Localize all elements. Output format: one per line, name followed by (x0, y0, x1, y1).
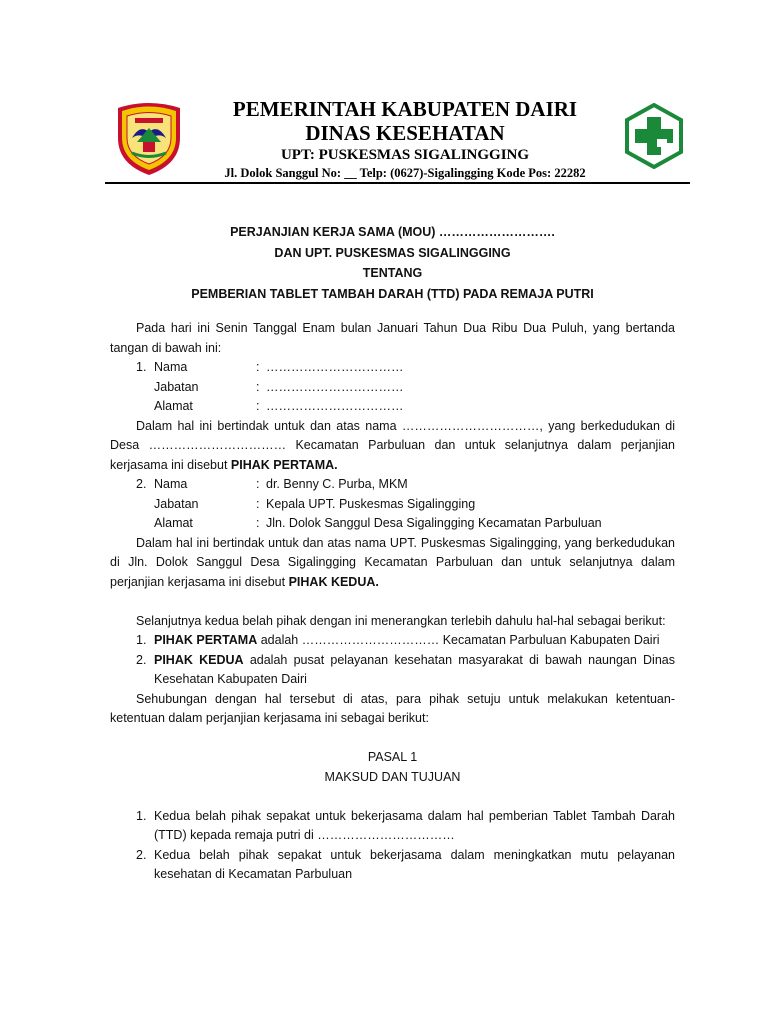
party-2-description (110, 534, 675, 593)
puskesmas-cross-icon (623, 103, 685, 169)
party-2-block (110, 475, 675, 592)
party-1-position-row (110, 378, 675, 398)
party-2-address-value: Jln. Dolok Sanggul Desa Sigalingging Kecamatan Parbuluan (266, 516, 602, 530)
point-number: 2. (136, 652, 147, 667)
point-term: PIHAK KEDUA (154, 652, 244, 667)
colon: : (256, 379, 260, 394)
letterhead-divider (105, 182, 690, 184)
point-text (154, 651, 675, 690)
party-2-name-label: Nama (154, 477, 188, 491)
letterhead-agency: DINAS KESEHATAN (305, 121, 505, 145)
point-number: 1. (136, 633, 147, 647)
pasal-subheading: MAKSUD DAN TUJUAN (324, 769, 461, 784)
party-2-position-value: Kepala UPT. Puskesmas Sigalingging (266, 496, 476, 511)
point-item (110, 631, 675, 651)
party-2-position-row (110, 495, 675, 515)
point-definition: adalah …………………………… Kecamatan Parbuluan Kabupaten Dairi (257, 633, 660, 647)
pasal-item-number: 2. (136, 847, 147, 862)
letterhead-government: PEMERINTAH KABUPATEN DAIRI (232, 97, 578, 121)
party-1-address-row (110, 397, 675, 417)
letterhead (105, 95, 690, 180)
colon: : (256, 360, 260, 374)
party-1-description (110, 417, 675, 476)
party-1-number: 1. (136, 360, 147, 374)
party-2-position-label: Jabatan (154, 496, 199, 511)
party-2-designation: PIHAK KEDUA. (288, 574, 379, 589)
title-line-1: PERJANJIAN KERJA SAMA (MOU) ………………………. (230, 225, 555, 239)
title-line-2: DAN UPT. PUSKESMAS SIGALINGGING (274, 245, 511, 260)
party-1-name-label: Nama (154, 360, 188, 374)
colon: : (256, 477, 260, 491)
party-1-designation: PIHAK PERTAMA. (230, 457, 338, 472)
party-1-position-label: Jabatan (154, 379, 199, 394)
colon: : (256, 496, 260, 511)
party-1-address-label: Alamat (154, 399, 193, 413)
party-2-number: 2. (136, 477, 147, 491)
party-1-block (110, 358, 675, 475)
party-2-address-label: Alamat (154, 516, 193, 530)
pasal-item (110, 846, 675, 885)
point-text (154, 631, 675, 651)
document-body (110, 319, 675, 885)
pasal-item-number: 1. (136, 808, 147, 823)
document-title (110, 222, 675, 304)
party-1-address-value: …………………………… (266, 399, 404, 413)
kabupaten-dairi-crest-icon (110, 98, 188, 176)
party-1-description-text: Dalam hal ini bertindak untuk dan atas nama ……………………………, yang berkedudukan di Desa …………………………… Kecamatan Parbuluan dan untuk selanjutnya dalam perjanjian kerjasama ini disebut (110, 418, 675, 472)
letterhead-address: Jl. Dolok Sanggul No: __ Telp: (0627)-Sigalingging Kode Pos: 22282 (224, 166, 586, 180)
title-line-3: TENTANG (362, 266, 423, 280)
point-definition: adalah pusat pelayanan kesehatan masyarakat di bawah naungan Dinas Kesehatan Kabupaten Dairi (154, 652, 675, 686)
letterhead-unit: UPT: PUSKESMAS SIGALINGGING (280, 147, 530, 163)
further-paragraph: Selanjutnya kedua belah pihak dengan ini menerangkan terlebih dahulu hal-hal sebagai berikut: (136, 613, 666, 628)
pasal-item-text: Kedua belah pihak sepakat untuk bekerjasama dalam meningkatkan mutu pelayanan kesehatan di Kecamatan Parbuluan (154, 847, 675, 881)
pasal-item (110, 807, 675, 846)
party-1-name-row (110, 358, 675, 378)
party-2-description-text: Dalam hal ini bertindak untuk dan atas nama UPT. Puskesmas Sigalingging, yang berkedudukan di Jln. Dolok Sanggul Desa Sigalingging Kecamatan Parbuluan dan untuk selanjutnya dalam perjanjian kerjasama ini disebut (110, 535, 675, 589)
point-term: PIHAK PERTAMA (154, 633, 258, 647)
party-2-name-row (110, 475, 675, 495)
pasal-heading: PASAL 1 (367, 750, 418, 764)
point-item (110, 651, 675, 690)
party-2-name-value: dr. Benny C. Purba, MKM (266, 477, 408, 491)
party-2-address-row (110, 514, 675, 534)
letterhead-text (195, 97, 615, 181)
conclusion-paragraph: Sehubungan dengan hal tersebut di atas, para pihak setuju untuk melakukan ketentuan-ketentuan dalam perjanjian kerjasama ini sebagai berikut: (110, 691, 675, 725)
party-1-name-value: …………………………… (266, 360, 404, 374)
party-1-position-value: …………………………… (266, 379, 404, 394)
pasal-item-text: Kedua belah pihak sepakat untuk bekerjasama dalam hal pemberian Tablet Tambah Darah (TTD) kepada remaja putri di …………………………… (154, 808, 675, 842)
colon: : (256, 399, 260, 413)
intro-paragraph: Pada hari ini Senin Tanggal Enam bulan Januari Tahun Dua Ribu Dua Puluh, yang bertanda tangan di bawah ini: (110, 321, 675, 355)
title-line-4: PEMBERIAN TABLET TAMBAH DARAH (TTD) PADA REMAJA PUTRI (191, 286, 594, 301)
colon: : (256, 516, 260, 530)
